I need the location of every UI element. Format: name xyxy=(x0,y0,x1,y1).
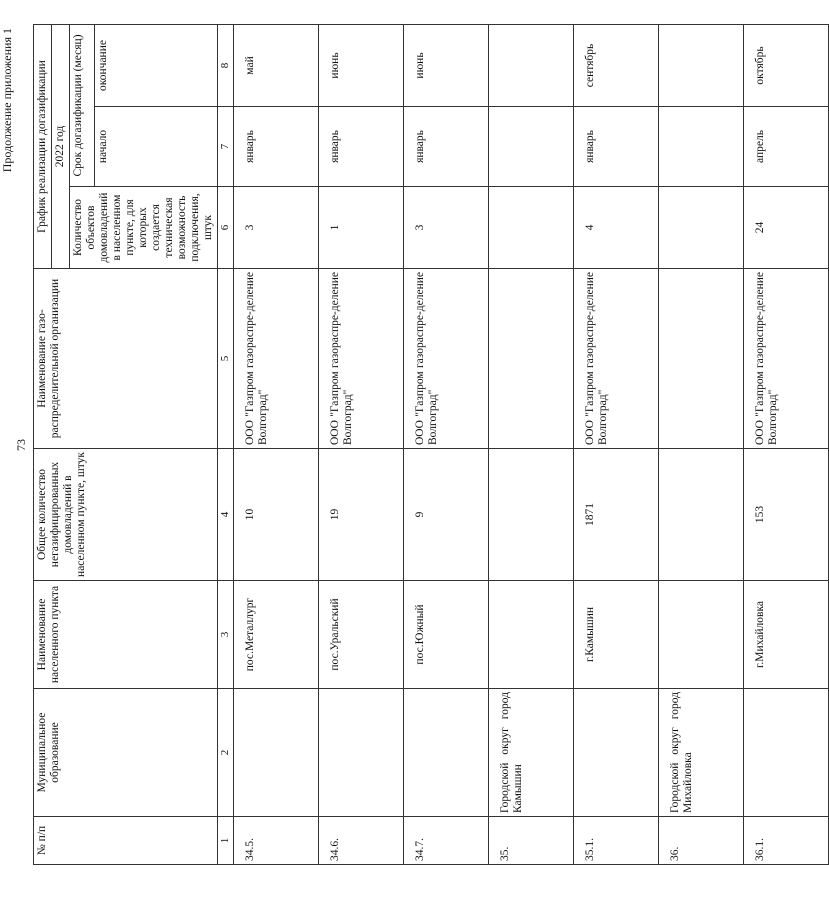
row-count: 4 xyxy=(574,187,659,269)
row-total: 19 xyxy=(319,449,404,581)
row-end: июнь xyxy=(319,25,404,107)
row-org xyxy=(659,269,744,449)
row-settlement: г.Камышин xyxy=(574,581,659,689)
column-number: 4 xyxy=(218,449,234,581)
column-number: 5 xyxy=(218,269,234,449)
row-end: октябрь xyxy=(744,25,829,107)
column-number: 6 xyxy=(218,187,234,269)
row-municipality: Городской округ город Камышин xyxy=(489,689,574,817)
row-count xyxy=(659,187,744,269)
row-municipality xyxy=(574,689,659,817)
table-row xyxy=(744,25,829,865)
row-count: 1 xyxy=(319,187,404,269)
column-number: 7 xyxy=(218,107,234,187)
row-num: 34.6. xyxy=(319,817,404,865)
row-end xyxy=(659,25,744,107)
row-start xyxy=(489,107,574,187)
gasification-table xyxy=(33,24,829,865)
row-settlement: г.Михайловка xyxy=(744,581,829,689)
row-org: ООО "Газпром газораспре-деление Волгоград" xyxy=(404,269,489,449)
header-term: Срок догазификации (месяц) xyxy=(70,25,95,187)
table-row xyxy=(404,25,489,865)
table-row xyxy=(319,25,404,865)
row-total: 10 xyxy=(234,449,319,581)
table-row xyxy=(234,25,319,865)
header-num: № п/п xyxy=(34,817,218,865)
row-start: январь xyxy=(234,107,319,187)
row-num: 35. xyxy=(489,817,574,865)
row-org: ООО "Газпром газораспре-деление Волгоград" xyxy=(234,269,319,449)
row-end: май xyxy=(234,25,319,107)
row-settlement xyxy=(489,581,574,689)
table-row xyxy=(574,25,659,865)
table-row xyxy=(659,25,744,865)
row-num: 34.5. xyxy=(234,817,319,865)
table-row xyxy=(489,25,574,865)
row-org: ООО "Газпром газораспре-деление Волгоград" xyxy=(319,269,404,449)
row-start: январь xyxy=(404,107,489,187)
row-settlement xyxy=(659,581,744,689)
row-end xyxy=(489,25,574,107)
header-start: начало xyxy=(95,107,218,187)
row-num: 34.7. xyxy=(404,817,489,865)
row-settlement: пос.Уральский xyxy=(319,581,404,689)
row-total: 9 xyxy=(404,449,489,581)
row-settlement: пос.Южный xyxy=(404,581,489,689)
row-org: ООО "Газпром газораспре-деление Волгоград" xyxy=(574,269,659,449)
column-number: 1 xyxy=(218,817,234,865)
row-count xyxy=(489,187,574,269)
row-municipality xyxy=(744,689,829,817)
header-org: Наименование газо-распределительной организации xyxy=(34,269,218,449)
row-start xyxy=(659,107,744,187)
row-municipality: Городской округ город Михайловка xyxy=(659,689,744,817)
header-end: окончание xyxy=(95,25,218,107)
row-total xyxy=(659,449,744,581)
column-number: 8 xyxy=(218,25,234,107)
row-count: 24 xyxy=(744,187,829,269)
row-count: 3 xyxy=(404,187,489,269)
header-count: Количество объектов домовладений в населенном пункте, для которых создается техническая возможность подключения, штук xyxy=(70,187,218,269)
page-number: 73 xyxy=(14,439,28,451)
row-count: 3 xyxy=(234,187,319,269)
column-number: 3 xyxy=(218,581,234,689)
row-start: январь xyxy=(574,107,659,187)
header-settlement: Наименование населенного пункта xyxy=(34,581,218,689)
row-start: январь xyxy=(319,107,404,187)
row-total: 153 xyxy=(744,449,829,581)
row-num: 36.1. xyxy=(744,817,829,865)
header-schedule: График реализации догазификации xyxy=(34,25,52,269)
row-municipality xyxy=(404,689,489,817)
row-end: июнь xyxy=(404,25,489,107)
row-municipality xyxy=(319,689,404,817)
row-municipality xyxy=(234,689,319,817)
header-municipality: Муниципальное образование xyxy=(34,689,218,817)
continuation-note: Продолжение приложения 1 xyxy=(0,28,14,173)
header-total: Общее количество негазифицированных домовладений в населенном пункте, штук xyxy=(34,449,218,581)
row-num: 35.1. xyxy=(574,817,659,865)
row-settlement: пос.Металлург xyxy=(234,581,319,689)
column-number: 2 xyxy=(218,689,234,817)
header-year: 2022 год xyxy=(52,25,70,269)
row-num: 36. xyxy=(659,817,744,865)
row-org xyxy=(489,269,574,449)
row-total: 1871 xyxy=(574,449,659,581)
row-total xyxy=(489,449,574,581)
row-end: сентябрь xyxy=(574,25,659,107)
row-start: апрель xyxy=(744,107,829,187)
row-org: ООО "Газпром газораспре-деление Волгоград" xyxy=(744,269,829,449)
